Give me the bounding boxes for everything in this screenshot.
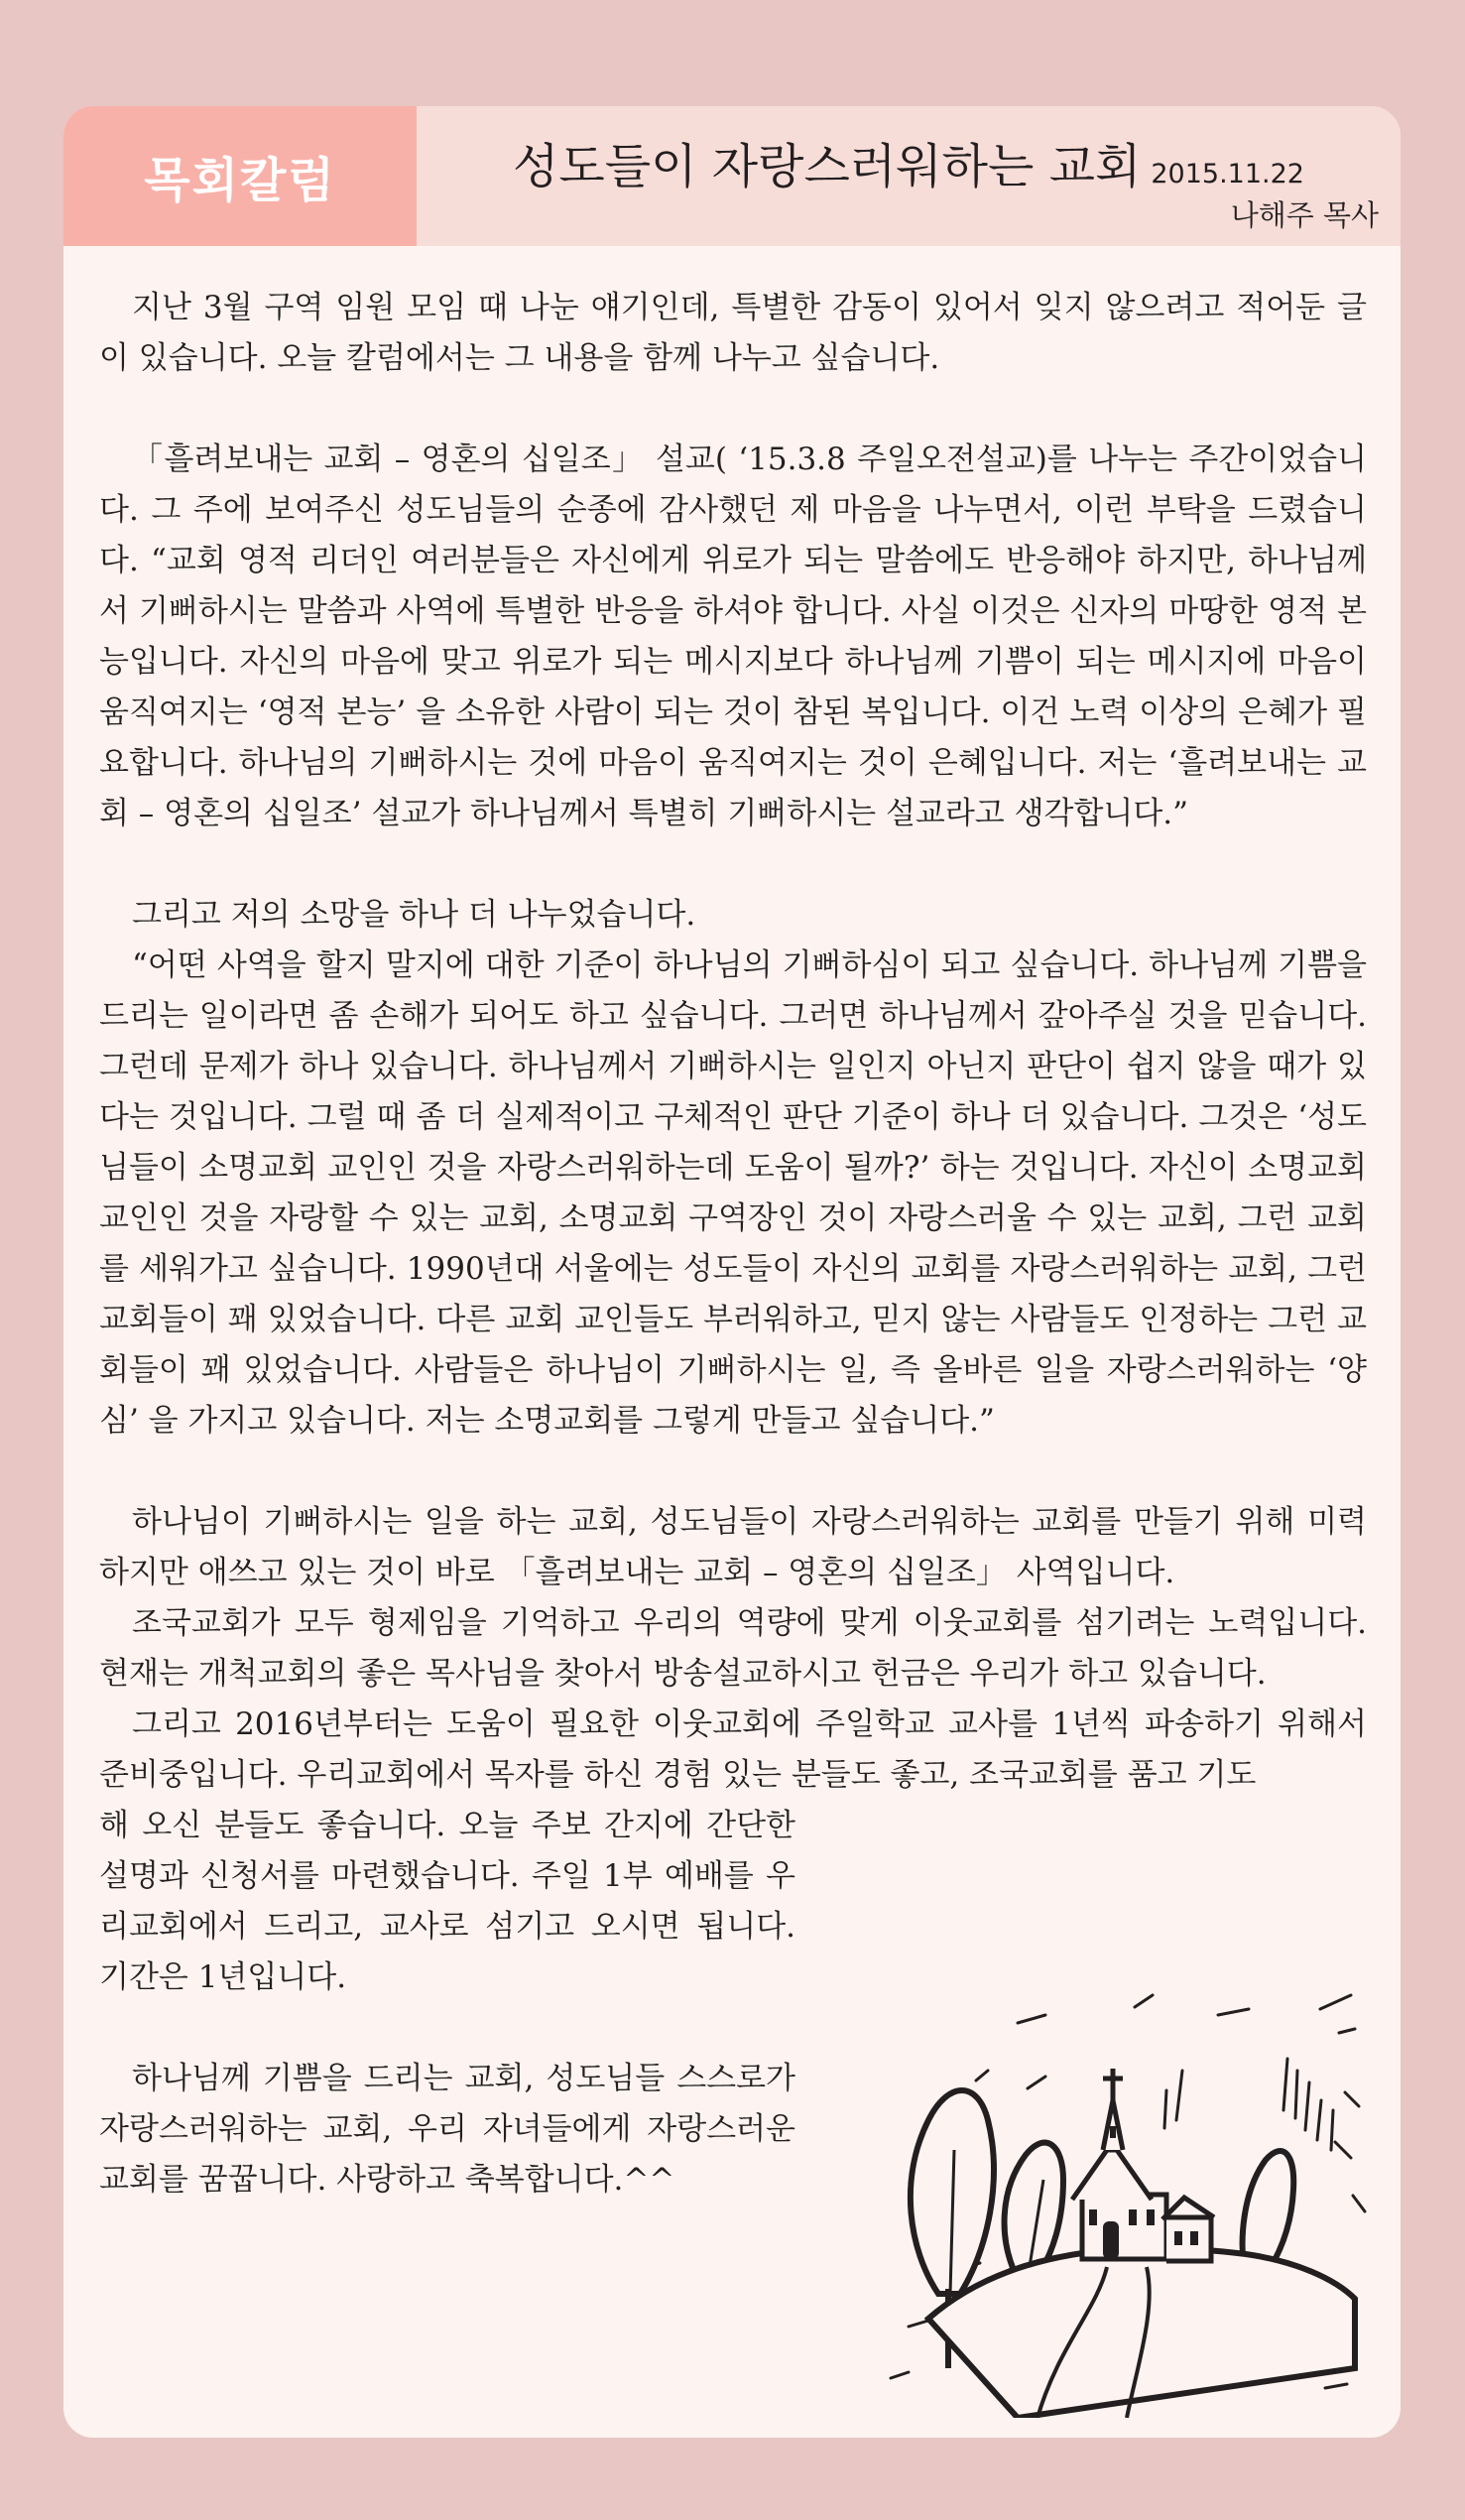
column-date: 2015.11.22 <box>1151 159 1304 189</box>
paragraph-5: 하나님이 기뻐하시는 일을 하는 교회, 성도님들이 자랑스러워하는 교회를 만들기 위해 미력하지만 애쓰고 있는 것이 바로 「흘려보내는 교회 – 영혼의 십일조」 사역입니다. <box>99 1504 1367 1590</box>
paragraph-6: 조국교회가 모두 형제임을 기억하고 우리의 역량에 맞게 이웃교회를 섬기려는 노력입니다. 현재는 개척교회의 좋은 목사님을 찾아서 방송설교하시고 헌금은 우리가 하고 있습니다. <box>99 1605 1367 1692</box>
paragraph-3: 그리고 저의 소망을 하나 더 나누었습니다. <box>132 897 696 933</box>
column-author: 나해주 목사 <box>1230 198 1379 232</box>
column-body <box>99 283 1367 2205</box>
column-label-box <box>63 106 417 246</box>
paragraph-1: 지난 3월 구역 임원 모임 때 나눈 얘기인데, 특별한 감동이 있어서 잊지 않으려고 적어둔 글이 있습니다. 오늘 칼럼에서는 그 내용을 함께 나누고 싶습니다. <box>99 290 1367 376</box>
paragraph-7-continued: 해 오신 분들도 좋습니다. 오늘 주보 간지에 간단한 설명과 신청서를 마련했습니다. 주일 1부 예배를 우리교회에서 드리고, 교사로 섬기고 오시면 됩니다. 기간은 1년입니다. <box>99 1808 795 1995</box>
column-label: 목회칼럼 <box>144 153 336 208</box>
paragraph-4: “어떤 사역을 할지 말지에 대한 기준이 하나님의 기뻐하심이 되고 싶습니다. 하나님께 기쁨을 드리는 일이라면 좀 손해가 되어도 하고 싶습니다. 그러면 하나님께서 갚아주실 것을 믿습니다. 그런데 문제가 하나 있습니다. 하나님께서 기뻐하시는 일인지 아닌지 판단이 쉽지 않을 때가 있다는 것입니다. 그럴 때 좀 더 실제적이고 구체적인 판단 기준이 하나 더 있습니다. 그것은 ‘성도님들이 소명교회 교인인 것을 자랑스러워하는데 도움이 될까?’ 하는 것입니다. 자신이 소명교회 교인인 것을 자랑할 수 있는 교회, 소명교회 구역장인 것이 자랑스러울 수 있는 교회, 그런 교회를 세워가고 싶습니다. 1990년대 서울에는 성도들이 자신의 교회를 자랑스러워하는 교회, 그런 교회들이 꽤 있었습니다. 다른 교회 교인들도 부러워하고, 믿지 않는 사람들도 인정하는 그런 교회들이 꽤 있었습니다. 사람들은 하나님이 기뻐하시는 일, 즉 올바른 일을 자랑스러워하는 ‘양심’ 을 가지고 있습니다. 저는 소명교회를 그렇게 만들고 싶습니다.” <box>99 947 1367 1439</box>
column-header <box>63 106 1401 246</box>
column-card <box>63 106 1401 2438</box>
title-line <box>417 128 1401 196</box>
paragraph-7: 그리고 2016년부터는 도움이 필요한 이웃교회에 주일학교 교사를 1년씩 파송하기 위해서 준비중입니다. 우리교회에서 목자를 하신 경험 있는 분들도 좋고, 조국교회를 품고 기도 <box>99 1706 1367 1793</box>
paragraph-2: 「흘려보내는 교회 – 영혼의 십일조」 설교( ‘15.3.8 주일오전설교)를 나누는 주간이었습니다. 그 주에 보여주신 성도님들의 순종에 감사했던 제 마음을 나누면서, 이런 부탁을 드렸습니다. “교회 영적 리더인 여러분들은 자신에게 위로가 되는 말씀에도 반응해야 하지만, 하나님께서 기뻐하시는 말씀과 사역에 특별한 반응을 하셔야 합니다. 사실 이것은 신자의 마땅한 영적 본능입니다. 자신의 마음에 맞고 위로가 되는 메시지보다 하나님께 기쁨이 되는 메시지에 마음이 움직여지는 ‘영적 본능’ 을 소유한 사람이 되는 것이 참된 복입니다. 이건 노력 이상의 은혜가 필요합니다. 하나님의 기뻐하시는 것에 마음이 움직여지는 것이 은혜입니다. 저는 ‘흘려보내는 교회 – 영혼의 십일조’ 설교가 하나님께서 특별히 기뻐하시는 설교라고 생각합니다.” <box>99 441 1367 831</box>
church-on-hill-woodcut-icon <box>869 1952 1375 2418</box>
paragraph-8: 하나님께 기쁨을 드리는 교회, 성도님들 스스로가 자랑스러워하는 교회, 우리 자녀들에게 자랑스러운 교회를 꿈꿉니다. 사랑하고 축복합니다.^^ <box>99 2061 795 2198</box>
narrow-column <box>99 1801 795 2205</box>
column-title: 성도들이 자랑스러워하는 교회 <box>513 139 1142 194</box>
